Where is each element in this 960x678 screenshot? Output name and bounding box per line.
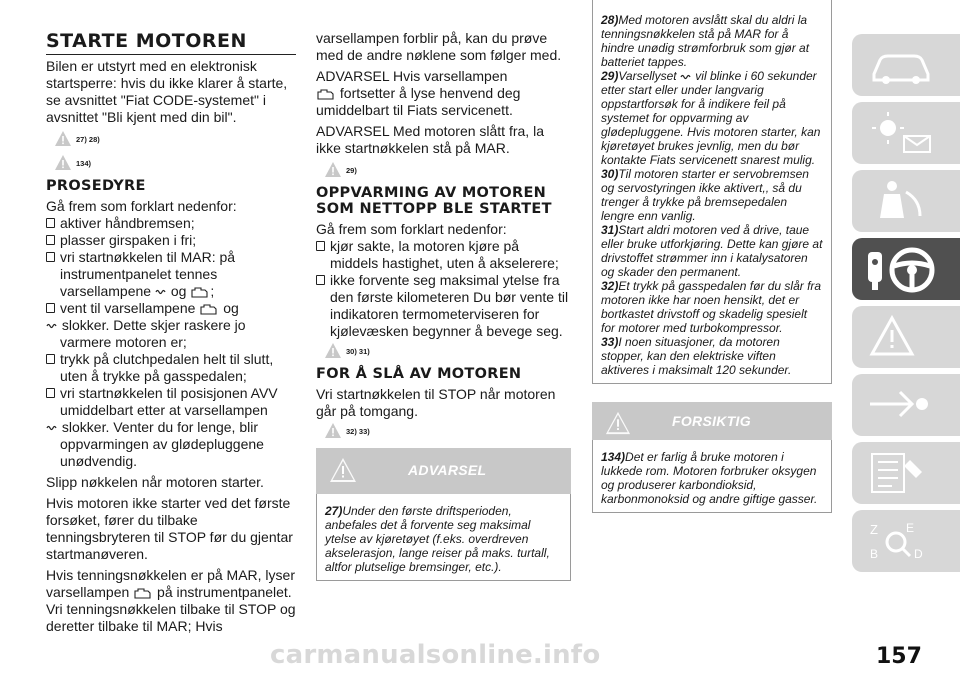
warning-triangle-icon bbox=[324, 342, 342, 360]
technical-data-icon bbox=[866, 518, 936, 564]
warmup-intro: Gå frem som forklart nedenfor: bbox=[316, 221, 507, 237]
section-title: STARTE MOTOREN bbox=[46, 30, 296, 55]
svg-text:E: E bbox=[906, 521, 915, 535]
watermark: carmanualsonline.info bbox=[270, 640, 601, 670]
checkbox-bullet-icon bbox=[46, 388, 55, 398]
engine-warning-icon bbox=[190, 285, 210, 300]
notice-body bbox=[316, 494, 571, 581]
warning-notice-box bbox=[316, 448, 571, 581]
note-reference: 29) bbox=[324, 161, 571, 179]
warning-paragraph: ADVARSEL Med motoren slått fra, la ikke startnøkkelen stå på MAR. bbox=[316, 123, 544, 156]
dashboard-icon bbox=[866, 110, 936, 156]
page-number: 157 bbox=[876, 644, 922, 669]
warning-triangle-icon bbox=[324, 161, 342, 179]
warning-notes-box bbox=[592, 0, 832, 384]
glow-plug-icon bbox=[46, 322, 58, 330]
tab-safety[interactable] bbox=[852, 170, 960, 232]
note-item: 27)Under den første driftsperioden, anbefales det å forvente seg maksimal ytelse av kjøretøyet (f.eks. overdreven akselerasjon, lange reiser på maks. turtall, altfor plutselige bremsinger, etc.). bbox=[325, 504, 550, 574]
procedure-intro: Gå frem som forklart nedenfor: bbox=[46, 198, 237, 214]
paragraph: varsellampen forblir på, kan du prøve med de andre nøklene som følger med. bbox=[316, 30, 562, 63]
list-item: vent til varsellampene og slokker. Dette skjer raskere jo varmere motoren er; bbox=[46, 300, 296, 351]
emergency-icon bbox=[866, 382, 936, 428]
caution-notice-box bbox=[592, 402, 832, 513]
checkbox-bullet-icon bbox=[46, 252, 55, 262]
caution-triangle-icon bbox=[604, 410, 632, 436]
svg-text:B: B bbox=[870, 547, 879, 561]
caution-triangle-icon bbox=[54, 154, 72, 172]
engine-warning-icon bbox=[316, 87, 336, 102]
chapter-tabs bbox=[852, 34, 960, 578]
note-reference: 134) bbox=[54, 154, 296, 172]
note-item: 33)I noen situasjoner, da motoren stopper, kan den elektriske viften aktiveres i maksimalt 120 sekunder. bbox=[601, 335, 792, 377]
checkbox-bullet-icon bbox=[316, 241, 325, 251]
tab-technical-data[interactable] bbox=[852, 510, 960, 572]
note-reference: 30) 31) bbox=[324, 342, 571, 360]
checkbox-bullet-icon bbox=[46, 235, 55, 245]
notice-header: ADVARSEL bbox=[316, 448, 571, 494]
paragraph: Vri startnøkkelen til STOP når motoren går på tomgang. bbox=[316, 386, 556, 419]
procedure-heading: PROSEDYRE bbox=[46, 178, 146, 194]
note-reference: 27) 28) bbox=[54, 130, 296, 148]
note-item: 30)Til motoren starter er servobremsen og servostyringen ikke aktivert,, så du trenger å trykke på bremsepedalen lengre enn vanlig. bbox=[601, 167, 809, 223]
paragraph: Hvis motoren ikke starter ved det første forsøket, fører du tilbake tenningsbryteren til STOP før du gjentar startmanøveren. bbox=[46, 495, 293, 562]
note-item: 134)Det er farlig å bruke motoren i lukkede rom. Motoren forbruker oksygen og produserer karbondioksid, karbonmonoksid og andre giftige gasser. bbox=[601, 450, 818, 506]
engine-warning-icon bbox=[199, 302, 219, 317]
warning-paragraph: ADVARSEL Hvis varsellampen fortsetter å lyse henvend deg umiddelbart til Fiats servicenett. bbox=[316, 68, 521, 118]
tab-starting-driving[interactable] bbox=[852, 238, 960, 300]
list-item: vri startnøkkelen til posisjonen AVV umiddelbart etter at varsellampen slokker. Venter du for lenge, blir oppvarmingen av glødepluggene unødvendig. bbox=[46, 385, 296, 470]
tab-dashboard[interactable] bbox=[852, 102, 960, 164]
car-icon bbox=[866, 42, 936, 88]
tab-car[interactable] bbox=[852, 34, 960, 96]
note-reference: 32) 33) bbox=[324, 422, 571, 440]
note-item: 32)Et trykk på gasspedalen før du slår fra motoren ikke har noen hensikt, det er bortkastet drivstoff og skadelig spesielt for motorer med turbokompressor. bbox=[601, 279, 822, 335]
svg-text:Z: Z bbox=[870, 522, 878, 537]
warning-triangle-icon bbox=[324, 422, 342, 440]
notice-header: FORSIKTIG bbox=[592, 402, 832, 440]
list-item: trykk på clutchpedalen helt til slutt, uten å trykke på gasspedalen; bbox=[46, 351, 296, 385]
intro-paragraph: Bilen er utstyrt med en elektronisk startsperre: hvis du ikke klarer å starte, se avsnittet "Fiat CODE-systemet" i avsnittet "Bli kjent med din bil". bbox=[46, 58, 288, 125]
warning-triangle-icon bbox=[328, 456, 358, 484]
notice-body bbox=[592, 440, 832, 513]
note-item: 28)Med motoren avslått skal du aldri la tenningsnøkkelen stå på MAR for å hindre unødig strømforbruk som gjør at batteriet tappes. bbox=[601, 13, 810, 69]
column-right bbox=[592, 13, 832, 513]
glow-plug-icon bbox=[680, 73, 692, 81]
warmup-heading: OPPVARMING AV MOTOREN SOM NETTOPP BLE STARTET bbox=[316, 185, 552, 217]
column-left bbox=[46, 30, 296, 639]
note-item: 31)Start aldri motoren ved å drive, taue eller bruke utforkjøring. Dette kan gjøre at drivstoffet strømmer inn i katalysatoren og skader den permanent. bbox=[601, 223, 823, 279]
checkbox-bullet-icon bbox=[46, 303, 55, 313]
list-item: plasser girspaken i fri; bbox=[46, 232, 296, 249]
paragraph: Hvis tenningsnøkkelen er på MAR, lyser varsellampen på instrumentpanelet. Vri tenningsnøkkelen tilbake til STOP og deretter tilbake til MAR; Hvis bbox=[46, 567, 296, 634]
glow-plug-icon bbox=[46, 424, 58, 432]
list-item: aktiver håndbremsen; bbox=[46, 215, 296, 232]
column-middle bbox=[316, 30, 571, 581]
warning-triangle-icon bbox=[54, 130, 72, 148]
checkbox-bullet-icon bbox=[46, 354, 55, 364]
warning-icon bbox=[866, 314, 936, 360]
list-item: ikke forvente seg maksimal ytelse fra den første kilometeren Du bør vente til indikatoren termometerviseren for kjølevæsken begynner å bevege seg. bbox=[316, 272, 571, 340]
list-item: vri startnøkkelen til MAR: på instrumentpanelet tennes varsellampene og ; bbox=[46, 249, 296, 300]
stop-engine-heading: FOR Å SLÅ AV MOTOREN bbox=[316, 366, 522, 382]
note-item: 29)Varsellyset vil blinke i 60 sekunder etter start eller under langvarig oppstartforsøk for å indikere feil på systemet for oppvarming av glødepluggene. Hvis motoren starter, kan kjøretøyet brukes jevnlig, men du bør kontakte Fiats servicenett snarest mulig. bbox=[601, 69, 821, 167]
starting-driving-icon bbox=[866, 246, 942, 294]
tab-warning[interactable] bbox=[852, 306, 960, 368]
checkbox-bullet-icon bbox=[316, 275, 325, 285]
tab-maintenance[interactable] bbox=[852, 442, 960, 504]
tab-emergency[interactable] bbox=[852, 374, 960, 436]
safety-icon bbox=[866, 178, 936, 224]
maintenance-icon bbox=[866, 450, 936, 496]
glow-plug-icon bbox=[155, 288, 167, 296]
engine-warning-icon bbox=[133, 586, 153, 601]
svg-text:D: D bbox=[914, 547, 923, 561]
list-item: kjør sakte, la motoren kjøre på middels hastighet, uten å akselerere; bbox=[316, 238, 571, 272]
checkbox-bullet-icon bbox=[46, 218, 55, 228]
paragraph: Slipp nøkkelen når motoren starter. bbox=[46, 474, 264, 490]
